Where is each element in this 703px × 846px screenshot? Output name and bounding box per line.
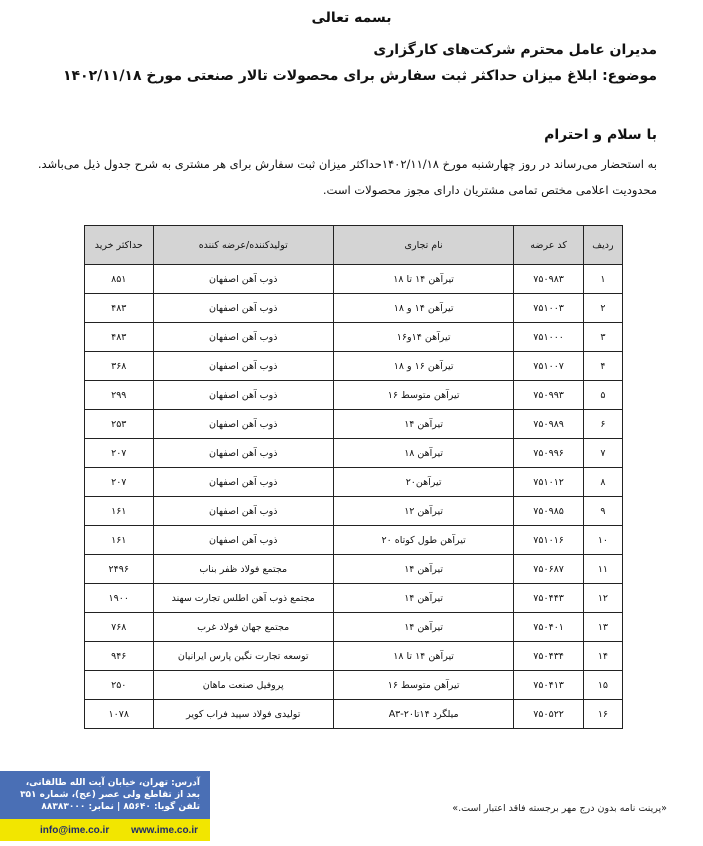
table-row bbox=[85, 555, 623, 584]
cell-max-purchase: ۲۵۳ bbox=[85, 410, 154, 439]
letter-body-line-1: به استحضار می‌رساند در روز چهارشنبه مورخ ۱۴۰۲/۱۱/۱۸حداکثر میزان ثبت سفارش برای هر مشتری به شرح جدول ذیل می‌باشد. bbox=[37, 157, 657, 171]
table-row bbox=[85, 410, 623, 439]
letter-greeting: با سلام و احترام bbox=[544, 127, 657, 143]
table-row bbox=[85, 352, 623, 381]
cell-producer: ذوب آهن اصفهان bbox=[153, 294, 333, 323]
cell-offer-code: ۷۵۱۰۰۰ bbox=[514, 323, 584, 352]
website-link[interactable]: www.ime.co.ir bbox=[131, 824, 198, 836]
cell-max-purchase: ۲۰۷ bbox=[85, 468, 154, 497]
cell-row-number: ۱۲ bbox=[583, 584, 622, 613]
cell-row-number: ۱۵ bbox=[583, 671, 622, 700]
table-row bbox=[85, 294, 623, 323]
cell-max-purchase: ۲۹۹ bbox=[85, 381, 154, 410]
address-box bbox=[0, 771, 210, 819]
table-row bbox=[85, 468, 623, 497]
cell-row-number: ۵ bbox=[583, 381, 622, 410]
cell-trade-name: تیرآهن ۱۴ تا ۱۸ bbox=[333, 642, 513, 671]
cell-max-purchase: ۱۰۷۸ bbox=[85, 700, 154, 729]
letter-recipient: مدیران عامل محترم شرکت‌های کارگزاری bbox=[373, 42, 657, 58]
cell-trade-name: تیرآهن ۱۴ تا ۱۸ bbox=[333, 265, 513, 294]
cell-trade-name: تیرآهن ۱۴ bbox=[333, 410, 513, 439]
table-header-row bbox=[85, 226, 623, 265]
cell-producer: تولیدی فولاد سپید فراب کویر bbox=[153, 700, 333, 729]
address-line-2: بعد از تقاطع ولی عصر (عج)، شماره ۳۵۱ bbox=[20, 790, 200, 800]
header-trade-name: نام تجاری bbox=[333, 226, 513, 265]
cell-offer-code: ۷۵۰۴۳۴ bbox=[514, 642, 584, 671]
cell-offer-code: ۷۵۱۰۱۲ bbox=[514, 468, 584, 497]
cell-offer-code: ۷۵۱۰۱۶ bbox=[514, 526, 584, 555]
cell-row-number: ۱۱ bbox=[583, 555, 622, 584]
cell-max-purchase: ۸۵۱ bbox=[85, 265, 154, 294]
cell-trade-name: تیرآهن ۱۴ bbox=[333, 613, 513, 642]
cell-row-number: ۷ bbox=[583, 439, 622, 468]
cell-row-number: ۹ bbox=[583, 497, 622, 526]
table-row bbox=[85, 526, 623, 555]
header-offer-code: کد عرضه bbox=[514, 226, 584, 265]
cell-offer-code: ۷۵۰۹۸۳ bbox=[514, 265, 584, 294]
cell-row-number: ۱۰ bbox=[583, 526, 622, 555]
letter-subject: موضوع: ابلاغ میزان حداکثر ثبت سفارش برای محصولات تالار صنعتی مورخ ۱۴۰۲/۱۱/۱۸ bbox=[62, 68, 657, 84]
cell-max-purchase: ۱۹۰۰ bbox=[85, 584, 154, 613]
cell-offer-code: ۷۵۱۰۰۷ bbox=[514, 352, 584, 381]
cell-trade-name: تیرآهن ۱۴ bbox=[333, 584, 513, 613]
cell-producer: ذوب آهن اصفهان bbox=[153, 526, 333, 555]
footnote: «پرینت نامه بدون درج مهر برجسته فاقد اعتبار است.» bbox=[452, 803, 667, 814]
cell-offer-code: ۷۵۰۵۲۲ bbox=[514, 700, 584, 729]
table-row bbox=[85, 497, 623, 526]
cell-row-number: ۱۴ bbox=[583, 642, 622, 671]
table-row bbox=[85, 323, 623, 352]
cell-offer-code: ۷۵۰۴۱۳ bbox=[514, 671, 584, 700]
cell-producer: مجتمع ذوب آهن اطلس تجارت سهند bbox=[153, 584, 333, 613]
letter-body-line-2: محدودیت اعلامی مختص تمامی مشتریان دارای مجوز محصولات است. bbox=[322, 183, 657, 197]
cell-producer: ذوب آهن اصفهان bbox=[153, 381, 333, 410]
table-row bbox=[85, 381, 623, 410]
cell-row-number: ۲ bbox=[583, 294, 622, 323]
address-line-3: تلفن گویا: ۸۵۶۴۰ | نمابر: ۸۸۳۸۳۰۰۰ bbox=[41, 802, 200, 812]
cell-max-purchase: ۲۰۷ bbox=[85, 439, 154, 468]
letter-heading: بسمه تعالی bbox=[311, 10, 392, 26]
cell-trade-name: تیرآهن ۱۸ bbox=[333, 439, 513, 468]
cell-producer: پروفیل صنعت ماهان bbox=[153, 671, 333, 700]
cell-max-purchase: ۲۴۹۶ bbox=[85, 555, 154, 584]
cell-offer-code: ۷۵۰۴۰۱ bbox=[514, 613, 584, 642]
cell-trade-name: تیرآهن طول کوتاه ۲۰ bbox=[333, 526, 513, 555]
cell-trade-name: تیرآهن ۱۴ bbox=[333, 555, 513, 584]
cell-producer: ذوب آهن اصفهان bbox=[153, 468, 333, 497]
cell-max-purchase: ۹۴۶ bbox=[85, 642, 154, 671]
cell-trade-name: تیرآهن ۱۴ و ۱۸ bbox=[333, 294, 513, 323]
cell-offer-code: ۷۵۰۴۴۳ bbox=[514, 584, 584, 613]
cell-producer: ذوب آهن اصفهان bbox=[153, 265, 333, 294]
cell-trade-name: تیرآهن متوسط ۱۶ bbox=[333, 381, 513, 410]
table-row bbox=[85, 642, 623, 671]
table-body bbox=[85, 265, 623, 729]
cell-offer-code: ۷۵۰۹۸۵ bbox=[514, 497, 584, 526]
cell-max-purchase: ۴۸۳ bbox=[85, 323, 154, 352]
cell-trade-name: تیرآهن ۱۶ و ۱۸ bbox=[333, 352, 513, 381]
cell-trade-name: تیرآهن ۱۴و۱۶ bbox=[333, 323, 513, 352]
cell-offer-code: ۷۵۱۰۰۳ bbox=[514, 294, 584, 323]
cell-offer-code: ۷۵۰۹۹۶ bbox=[514, 439, 584, 468]
cell-row-number: ۱۶ bbox=[583, 700, 622, 729]
table-row bbox=[85, 584, 623, 613]
table-row bbox=[85, 439, 623, 468]
cell-trade-name: تیرآهن ۱۲ bbox=[333, 497, 513, 526]
cell-trade-name: میلگرد ۱۴تا۲۰-A۳ bbox=[333, 700, 513, 729]
cell-max-purchase: ۴۸۳ bbox=[85, 294, 154, 323]
cell-max-purchase: ۱۶۱ bbox=[85, 526, 154, 555]
cell-producer: ذوب آهن اصفهان bbox=[153, 352, 333, 381]
cell-producer: مجتمع فولاد ظفر بناب bbox=[153, 555, 333, 584]
cell-row-number: ۴ bbox=[583, 352, 622, 381]
cell-row-number: ۶ bbox=[583, 410, 622, 439]
cell-max-purchase: ۳۶۸ bbox=[85, 352, 154, 381]
cell-offer-code: ۷۵۰۹۸۹ bbox=[514, 410, 584, 439]
cell-max-purchase: ۷۶۸ bbox=[85, 613, 154, 642]
cell-producer: توسعه تجارت نگین پارس ایرانیان bbox=[153, 642, 333, 671]
cell-row-number: ۱۳ bbox=[583, 613, 622, 642]
cell-producer: ذوب آهن اصفهان bbox=[153, 410, 333, 439]
cell-max-purchase: ۲۵۰ bbox=[85, 671, 154, 700]
cell-offer-code: ۷۵۰۹۹۳ bbox=[514, 381, 584, 410]
cell-producer: ذوب آهن اصفهان bbox=[153, 323, 333, 352]
table-row bbox=[85, 265, 623, 294]
cell-row-number: ۱ bbox=[583, 265, 622, 294]
table-row bbox=[85, 613, 623, 642]
cell-producer: مجتمع جهان فولاد غرب bbox=[153, 613, 333, 642]
email-link[interactable]: info@ime.co.ir bbox=[40, 824, 110, 836]
cell-producer: ذوب آهن اصفهان bbox=[153, 439, 333, 468]
cell-offer-code: ۷۵۰۶۸۷ bbox=[514, 555, 584, 584]
header-producer: تولیدکننده/عرضه کننده bbox=[153, 226, 333, 265]
cell-trade-name: تیرآهن متوسط ۱۶ bbox=[333, 671, 513, 700]
cell-producer: ذوب آهن اصفهان bbox=[153, 497, 333, 526]
cell-row-number: ۸ bbox=[583, 468, 622, 497]
address-line-1: آدرس: تهران، خیابان آیت الله طالقانی، bbox=[25, 778, 200, 788]
contact-bar bbox=[0, 819, 210, 841]
header-row-number: ردیف bbox=[583, 226, 622, 265]
cell-max-purchase: ۱۶۱ bbox=[85, 497, 154, 526]
cell-row-number: ۳ bbox=[583, 323, 622, 352]
cell-trade-name: تیرآهن۲۰ bbox=[333, 468, 513, 497]
max-order-table bbox=[84, 225, 623, 729]
table-row bbox=[85, 700, 623, 729]
header-max-purchase: حداکثر خرید bbox=[85, 226, 154, 265]
table-row bbox=[85, 671, 623, 700]
